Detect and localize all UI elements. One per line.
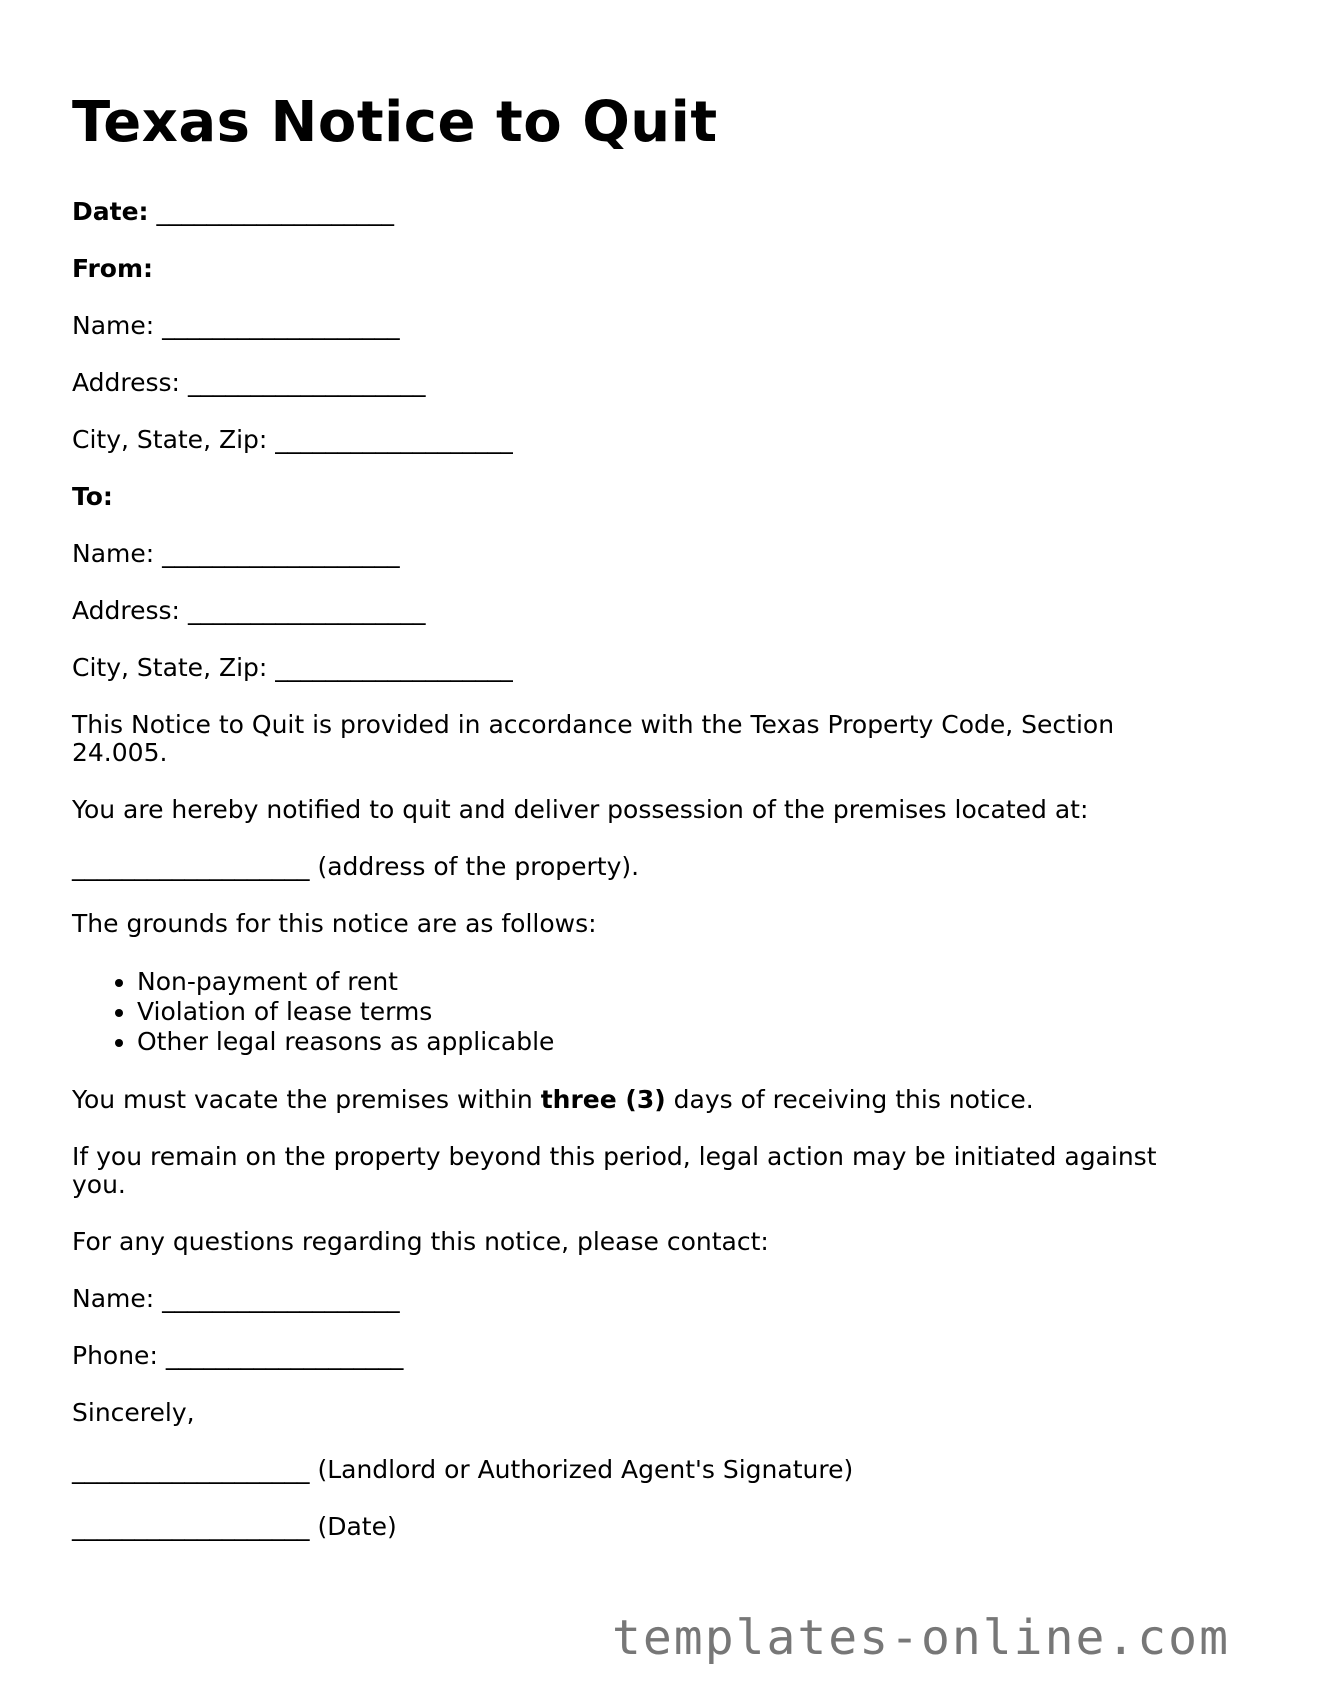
to-name-line	[72, 540, 1212, 568]
grounds-intro: The grounds for this notice are as follows:	[72, 909, 597, 938]
from-address-label: Address:	[72, 368, 180, 397]
document-page	[72, 88, 1212, 1570]
to-address-blank[interactable]: ___________________	[187, 596, 426, 625]
to-city-label: City, State, Zip:	[72, 653, 268, 682]
to-heading: To:	[72, 482, 113, 511]
vacate-paragraph	[72, 1086, 1212, 1114]
to-address-label: Address:	[72, 596, 180, 625]
date-blank[interactable]: ___________________	[156, 197, 394, 226]
grounds-list	[72, 967, 1212, 1057]
grounds-item: • Violation of lease terms	[137, 997, 1212, 1027]
property-address-line	[72, 853, 1212, 881]
signature-line	[72, 1456, 1212, 1484]
grounds-item: • Other legal reasons as applicable	[137, 1027, 1212, 1057]
to-address-line	[72, 597, 1212, 625]
signature-hint: (Landlord or Authorized Agent's Signature)	[317, 1455, 854, 1484]
signature-date-line	[72, 1513, 1212, 1541]
date-label: Date:	[72, 197, 149, 226]
from-heading: From:	[72, 254, 154, 283]
from-city-blank[interactable]: ___________________	[275, 425, 513, 454]
contact-phone-label: Phone:	[72, 1341, 158, 1370]
from-address-line	[72, 369, 1212, 397]
remain-paragraph: If you remain on the property beyond this period, legal action may be initiated against you.	[72, 1142, 1157, 1199]
from-address-blank[interactable]: ___________________	[187, 368, 426, 397]
to-city-blank[interactable]: ___________________	[275, 653, 513, 682]
signature-blank[interactable]: ___________________	[72, 1455, 310, 1484]
vacate-days: three (3)	[540, 1085, 666, 1114]
contact-name-line	[72, 1285, 1212, 1313]
contact-intro: For any questions regarding this notice, please contact:	[72, 1227, 769, 1256]
to-name-blank[interactable]: ___________________	[162, 539, 400, 568]
document-title: Texas Notice to Quit	[72, 90, 718, 155]
from-name-line	[72, 312, 1212, 340]
contact-phone-line	[72, 1342, 1212, 1370]
from-name-label: Name:	[72, 311, 155, 340]
property-address-blank[interactable]: ___________________	[72, 852, 310, 881]
signature-date-blank[interactable]: ___________________	[72, 1512, 310, 1541]
signature-date-hint: (Date)	[317, 1512, 397, 1541]
vacate-text-pre: You must vacate the premises within	[72, 1085, 533, 1114]
property-address-hint: (address of the property).	[317, 852, 640, 881]
watermark: templates-online.com	[612, 1610, 1230, 1666]
from-name-blank[interactable]: ___________________	[162, 311, 400, 340]
to-name-label: Name:	[72, 539, 155, 568]
date-line	[72, 198, 1212, 226]
vacate-text-post: days of receiving this notice.	[673, 1085, 1034, 1114]
intro-paragraph: This Notice to Quit is provided in accordance with the Texas Property Code, Section 24.005.	[72, 710, 1115, 767]
notified-paragraph: You are hereby notified to quit and deliver possession of the premises located at:	[72, 795, 1089, 824]
contact-phone-blank[interactable]: ___________________	[165, 1341, 404, 1370]
contact-name-blank[interactable]: ___________________	[162, 1284, 400, 1313]
to-city-line	[72, 654, 1212, 682]
from-city-line	[72, 426, 1212, 454]
contact-name-label: Name:	[72, 1284, 155, 1313]
grounds-item: • Non-payment of rent	[137, 967, 1212, 997]
from-city-label: City, State, Zip:	[72, 425, 268, 454]
sincerely-line: Sincerely,	[72, 1398, 195, 1427]
